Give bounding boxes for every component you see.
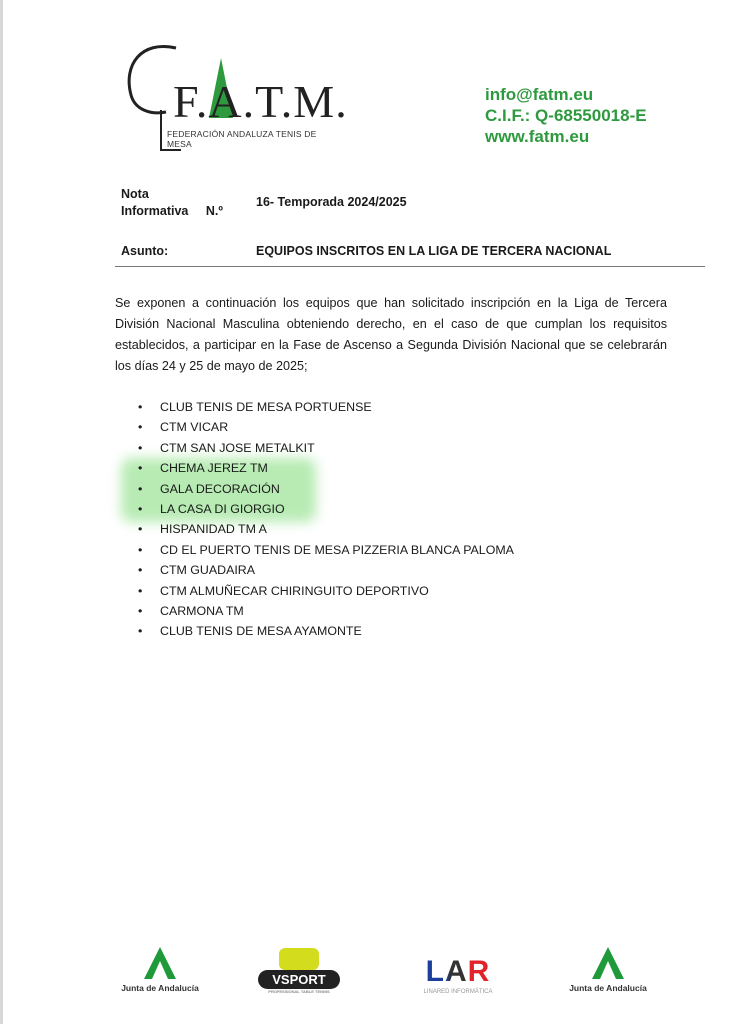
junta-a-icon xyxy=(588,945,628,981)
list-item: • HISPANIDAD TM A xyxy=(115,519,514,539)
vsport-logo xyxy=(258,948,340,994)
list-item: • CARMONA TM xyxy=(115,601,514,621)
list-item: • CLUB TENIS DE MESA PORTUENSE xyxy=(115,397,514,417)
list-item: • CD EL PUERTO TENIS DE MESA PIZZERIA BLANCA PALOMA xyxy=(115,540,514,560)
contact-cif: C.I.F.: Q-68550018-E xyxy=(485,106,647,125)
lar-tagline: LINARED INFORMÁTICA xyxy=(423,989,493,995)
junta-logo-left xyxy=(115,945,205,993)
logo-subtitle: FEDERACIÓN ANDALUZA TENIS DE MESA xyxy=(167,129,317,149)
header-divider xyxy=(115,266,705,267)
junta-a-icon xyxy=(140,945,180,981)
list-item: • CTM GUADAIRA xyxy=(115,560,514,580)
contact-block xyxy=(485,84,647,147)
vsport-tagline: PROFESSIONAL TABLE TENNIS xyxy=(268,989,330,994)
asunto-label: Asunto: xyxy=(121,244,169,258)
lar-label: LAR xyxy=(425,955,491,988)
junta-logo-right xyxy=(563,945,653,993)
junta-label: Junta de Andalucía xyxy=(121,983,199,993)
team-list xyxy=(115,397,514,642)
list-item: • CTM ALMUÑECAR CHIRINGUITO DEPORTIVO xyxy=(115,581,514,601)
nota-label: Nota Informativa N.º xyxy=(121,187,223,218)
junta-label: Junta de Andalucía xyxy=(569,983,647,993)
contact-website[interactable]: www.fatm.eu xyxy=(485,127,590,146)
intro-paragraph: Se exponen a continuación los equipos que han solicitado inscripción en la Liga de Tercera División Nacional Masculina obteniendo derecho, en el caso de que cumplan los requisitos establecidos, a participar en la Fase de Ascenso a Segunda División Nacional que se celebrarán los días 24 y 25 de mayo de 2025; xyxy=(115,296,667,373)
list-item: • CLUB TENIS DE MESA AYAMONTE xyxy=(115,621,514,641)
vsport-label: VSPORT xyxy=(258,970,340,989)
list-item: • LA CASA DI GIORGIO xyxy=(115,499,514,519)
list-item: • CTM SAN JOSE METALKIT xyxy=(115,438,514,458)
list-item: • CTM VICAR xyxy=(115,417,514,437)
lar-logo xyxy=(403,955,513,995)
logo-letters: F.A.T.M. xyxy=(173,76,348,127)
list-item: • CHEMA JEREZ TM xyxy=(115,458,514,478)
fatm-logo xyxy=(121,40,348,155)
vsport-paddle-icon xyxy=(279,948,319,970)
asunto-value: EQUIPOS INSCRITOS EN LA LIGA DE TERCERA NACIONAL xyxy=(256,244,612,258)
contact-email[interactable]: info@fatm.eu xyxy=(485,85,594,104)
nota-value: 16- Temporada 2024/2025 xyxy=(256,195,407,209)
list-item: • GALA DECORACIÓN xyxy=(115,479,514,499)
